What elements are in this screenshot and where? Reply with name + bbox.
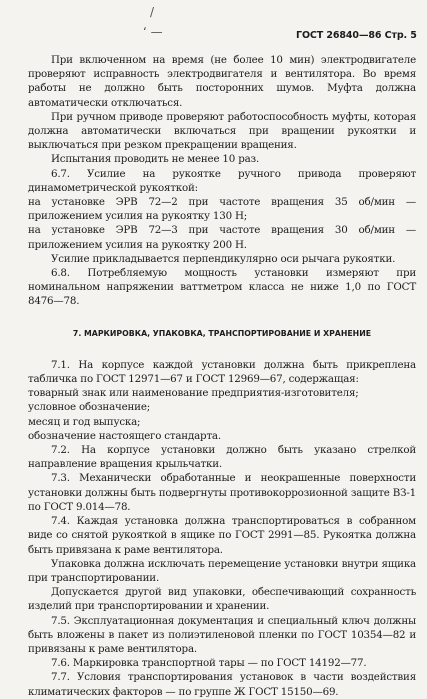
margin-mark: / bbox=[150, 5, 155, 19]
paragraph: 7.4. Каждая установка должна транспортироваться в собранном виде со снятой рукояткой в ящике по ГОСТ 2991—85. Рукоятка должна быть привязана к раме вентилятора. bbox=[28, 515, 416, 556]
paragraph: 7.6. Маркировка транспортной тары — по ГОСТ 14192—77. bbox=[51, 657, 367, 670]
paragraph: обозначение настоящего стандарта. bbox=[28, 429, 221, 442]
paragraph: 6.8. Потребляемую мощность установки измеряют при номинальном напряжении ваттметром класса не ниже 1,0 по ГОСТ 8476—78. bbox=[28, 267, 416, 308]
paragraph: на установке ЭРВ 72—2 при частоте вращения 35 об/мин — приложением усилия на рукоятку 130 Н; bbox=[28, 196, 416, 223]
margin-mark: ‘ — bbox=[143, 25, 163, 39]
paragraph: Усилие прикладывается перпендикулярно оси рычага рукоятки. bbox=[51, 252, 396, 265]
paragraph: на установке ЭРВ 72—3 при частоте вращения 30 об/мин — приложением усилия на рукоятку 200 Н. bbox=[28, 224, 416, 251]
paragraph: месяц и год выпуска; bbox=[28, 415, 141, 428]
section-title: 7. МАРКИРОВКА, УПАКОВКА, ТРАНСПОРТИРОВАНИЕ И ХРАНЕНИЕ bbox=[72, 328, 372, 338]
paragraph: 6.7. Усилие на рукоятке ручного привода проверяют динамометрической рукояткой: bbox=[28, 167, 416, 194]
paragraph: При включенном на время (не более 10 мин) электродвигателе проверяют исправность электродвигателя и вентилятора. Во время работы не должно быть посторонних шумов. Муфта должна автоматически отключаться. bbox=[28, 54, 416, 109]
paragraph: товарный знак или наименование предприятия-изготовителя; bbox=[28, 387, 359, 400]
paragraph: условное обозначение; bbox=[28, 401, 150, 414]
paragraph: Допускается другой вид упаковки, обеспечивающий сохранность изделий при транспортировании и хранении. bbox=[28, 586, 416, 613]
paragraph: 7.2. На корпусе установки должно быть указано стрелкой направление вращения крыльчатки. bbox=[28, 444, 416, 471]
paragraph: 7.5. Эксплуатационная документация и специальный ключ должны быть вложены в пакет из полиэтиленовой пленки по ГОСТ 10354—82 и привязаны к раме вентилятора. bbox=[28, 614, 416, 655]
paragraph: Испытания проводить не менее 10 раз. bbox=[51, 153, 260, 166]
paragraph: Упаковка должна исключать перемещение установки внутри ящика при транспортировании. bbox=[28, 557, 416, 584]
paragraph: При ручном приводе проверяют работоспособность муфты, которая должна автоматически включаться при вращении рукоятки и выключаться при резком прекращении вращения. bbox=[28, 110, 416, 152]
paragraph: 7.3. Механически обработанные и неокрашенные поверхности установки должны быть подвергнуты противокоррозионной защите ВЗ-1 по ГОСТ 9.014—78. bbox=[28, 472, 416, 513]
document-body bbox=[28, 53, 416, 699]
paragraph: 7.1. На корпусе каждой установки должна быть прикреплена табличка по ГОСТ 12971—67 и ГОСТ 12969—67, содержащая: bbox=[28, 358, 416, 386]
page-header: ГОСТ 26840—86 Стр. 5 bbox=[296, 30, 417, 41]
paragraph: 7.7. Условия транспортирования установок в части воздействия климатических факторов — по группе Ж ГОСТ 15150—69. bbox=[28, 671, 416, 698]
